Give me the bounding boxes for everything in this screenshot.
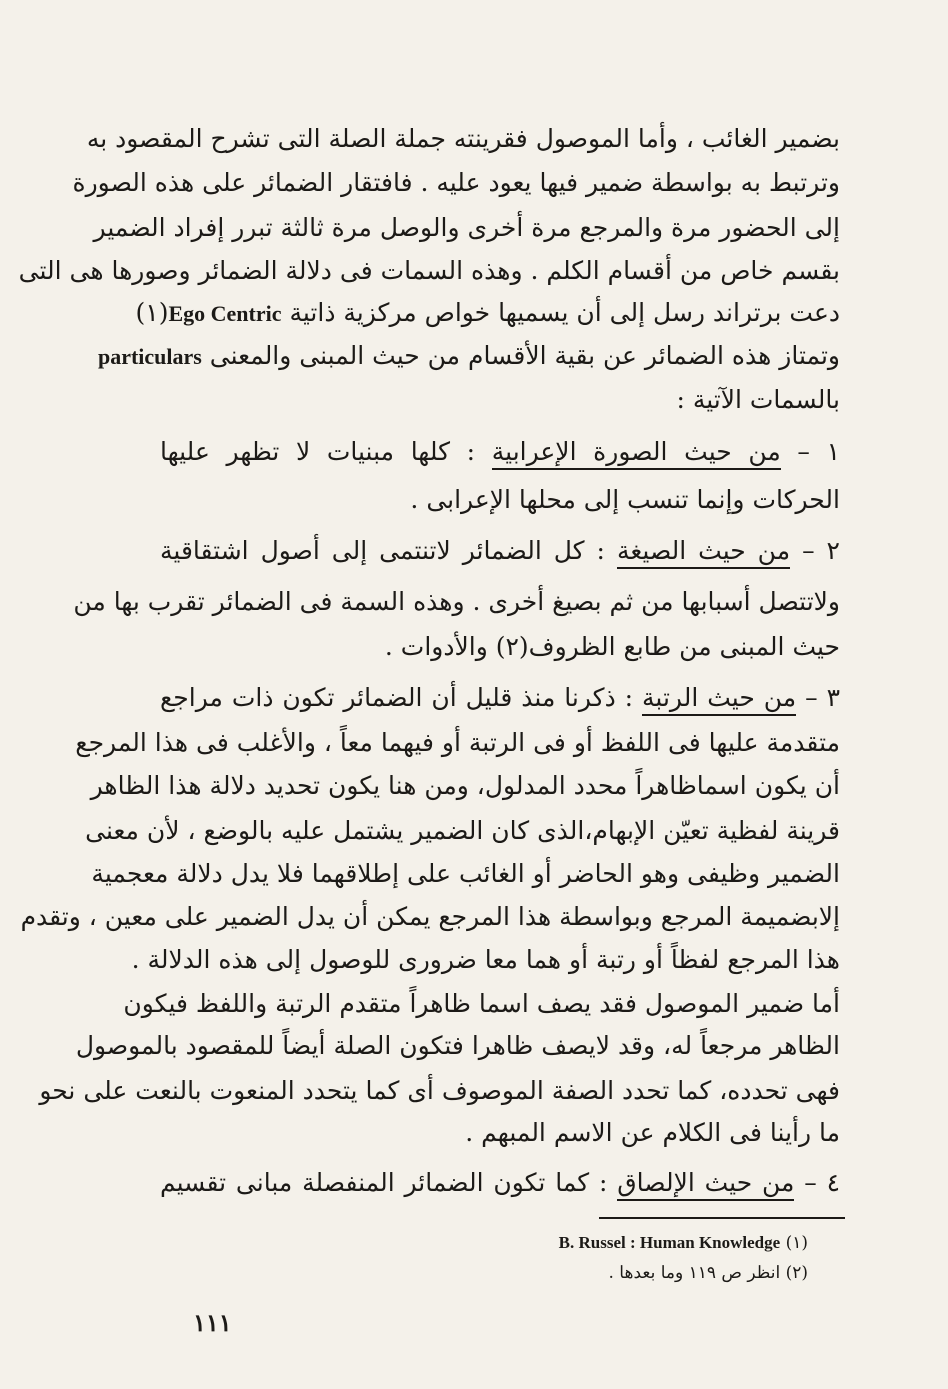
text-segment: دعت برتراند رسل إلى أن يسميها خواص مركزية ذاتية: [289, 298, 840, 327]
item-number: ٤ –: [804, 1168, 840, 1197]
text-line: فهى تحدده، كما تحدد الصفة الموصوف أى كما يتحدد المنعوت بالنعت على نحو: [39, 1076, 840, 1105]
text-line: هذا المرجع لفظاً أو رتبة أو هما معا ضرورى للوصول إلى هذه الدلالة .: [131, 945, 840, 974]
footnote-marker: (١): [135, 298, 169, 327]
latin-term: particulars: [97, 344, 202, 369]
text-segment: : كل الضمائر لاتنتمى إلى أصول اشتقاقية: [160, 536, 605, 565]
section-heading: من حيث الصيغة: [617, 536, 790, 569]
text-line: إلى الحضور مرة والمرجع مرة أخرى والوصل مرة ثالثة تبرر إفراد الضمير: [93, 213, 840, 242]
section-heading: من حيث الصورة الإعرابية: [492, 437, 781, 470]
text-line: [160, 1163, 840, 1203]
text-line: [160, 678, 840, 718]
text-line: الحركات وإنما تنسب إلى محلها الإعرابى .: [410, 485, 840, 514]
item-number: ٣ –: [805, 683, 840, 712]
text-line: حيث المبنى من طابع الظروف(٢) والأدوات .: [384, 632, 840, 661]
text-line: بقسم خاص من أقسام الكلم . وهذه السمات فى دلالة الضمائر وصورها هى التى: [18, 256, 840, 285]
footnote-1: [559, 1231, 808, 1255]
text-line: متقدمة عليها فى اللفظ أو فى الرتبة أو فيهما معاً ، والأغلب فى هذا المرجع: [75, 728, 840, 757]
text-line: قرينة لفظية تعيّن الإبهام،الذى كان الضمير يشتمل عليه بالوضع ، لأن معنى: [85, 816, 840, 845]
text-line: أن يكون اسماظاهراً محدد المدلول، ومن هنا يكون تحديد دلالة هذا الظاهر: [90, 771, 840, 800]
footnote-2: (٢) انظر ص ١١٩ وما بعدها .: [608, 1263, 808, 1283]
footnote-divider: [599, 1217, 845, 1219]
section-heading: من حيث الرتبة: [642, 683, 796, 716]
footnote-number: (١): [785, 1233, 808, 1253]
text-line: أما ضمير الموصول فقد يصف اسما ظاهراً متقدم الرتبة واللفظ فيكون: [123, 989, 840, 1018]
item-number: ٢ –: [802, 536, 840, 565]
text-line: [135, 293, 840, 333]
text-line: وترتبط به بواسطة ضمير فيها يعود عليه . فافتقار الضمائر على هذه الصورة: [72, 168, 840, 197]
page-number: ١١١: [193, 1308, 232, 1337]
text-segment: : ذكرنا منذ قليل أن الضمائر تكون ذات مراجع: [160, 683, 634, 712]
item-number: ١ –: [797, 437, 841, 466]
section-heading: من حيث الإلصاق: [617, 1168, 794, 1201]
text-line: ما رأينا فى الكلام عن الاسم المبهم .: [465, 1118, 840, 1147]
text-line: [160, 432, 840, 472]
footnote-text: B. Russel : Human Knowledge: [558, 1233, 781, 1252]
latin-term: Ego Centric: [168, 301, 282, 326]
text-segment: : كما تكون الضمائر المنفصلة مبانى تقسيم: [160, 1168, 608, 1197]
text-segment: وتمتاز هذه الضمائر عن بقية الأقسام من حيث المبنى والمعنى: [209, 341, 840, 370]
text-line: [160, 531, 840, 571]
text-line: بالسمات الآتية :: [676, 385, 840, 414]
text-line: ولاتتصل أسبابها من ثم بصيغ أخرى . وهذه السمة فى الضمائر تقرب بها من: [73, 587, 840, 616]
text-line: الظاهر مرجعاً له، وقد لايصف ظاهرا فتكون الصلة أيضاً للمقصود بالموصول: [75, 1031, 840, 1060]
text-line: إلابضميمة المرجع وبواسطة هذا المرجع يمكن أن يدل الضمير على معين ، وتقدم: [20, 902, 840, 931]
text-line: [97, 336, 840, 376]
text-line: الضمير وظيفى وهو الحاضر أو الغائب على إطلاقهما فلا يدل دلالة معجمية: [91, 859, 840, 888]
text-line: بضمير الغائب ، وأما الموصول فقرينته جملة الصلة التى تشرح المقصود به: [86, 124, 840, 153]
text-segment: : كلها مبنيات لا تظهر عليها: [160, 437, 476, 466]
